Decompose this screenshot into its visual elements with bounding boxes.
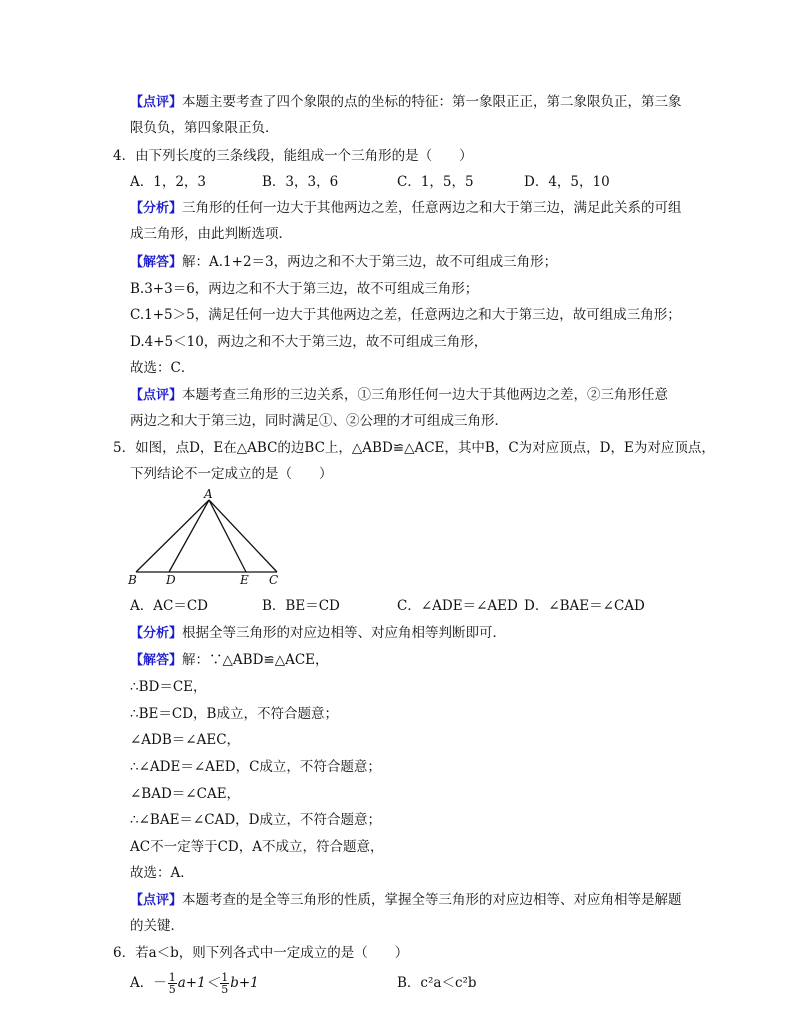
q5-answer-line-8: AC不一定等于CD，A不成立，符合题意， — [130, 839, 384, 855]
segment-ae — [209, 500, 246, 572]
q5-comment-line-1 — [130, 890, 682, 911]
analysis-text: 根据全等三角形的对应边相等、对应角相等判断即可． — [182, 625, 507, 641]
option-a-end: b+1 — [230, 975, 259, 991]
q4-comment-line-2: 两边之和大于第三边，同时满足①、②公理的才可组成三角形． — [130, 413, 508, 429]
question-6-stem: 6．若a＜b，则下列各式中一定成立的是（ ） — [113, 945, 409, 961]
q4-answer-line-3: C.1+5＞5，满足任何一边大于其他两边之差，任意两边之和大于第三边，故可组成三角形； — [130, 307, 681, 323]
fraction-one-fifth: $\frac{1}{5}$ — [221, 971, 229, 996]
answer-tag: 【解答】 — [130, 653, 183, 668]
q4-analysis-line-1 — [130, 198, 682, 219]
analysis-tag: 【分析】 — [130, 201, 183, 216]
comment-text: 本题主要考查了四个象限的点的坐标的特征：第一象限正正，第二象限负正，第三象 — [182, 94, 682, 110]
q5-analysis-line-1 — [130, 623, 506, 644]
analysis-text: 三角形的任何一边大于其他两边之差，任意两边之和大于第三边，满足此关系的可组 — [182, 200, 682, 216]
q5-answer-line-2: ∴BD＝CE， — [130, 679, 207, 695]
q6-option-b: B．c²a＜c²b — [397, 975, 477, 991]
option-a-middle: a+1＜ — [177, 975, 220, 991]
q4-answer-line-2: B.3+3＝6，两边之和不大于第三边，故不可组成三角形； — [130, 281, 479, 297]
comment-tag: 【点评】 — [130, 388, 183, 403]
comment-text: 本题考查的是全等三角形的性质，掌握全等三角形的对应边相等、对应角相等是解题 — [182, 892, 682, 908]
q4-option-c: C．1，5，5 — [397, 174, 474, 190]
analysis-tag: 【分析】 — [130, 626, 183, 641]
q5-answer-line-5: ∴∠ADE＝∠AED，C成立，不符合题意； — [130, 759, 381, 775]
fraction-one-fifth: $\frac{1}{5}$ — [168, 971, 176, 996]
label-c: C — [269, 573, 279, 586]
segment-ac — [209, 500, 277, 572]
question-4-stem: 4．由下列长度的三条线段，能组成一个三角形的是（ ） — [113, 148, 473, 164]
q5-option-d: D．∠BAE＝∠CAD — [524, 598, 645, 614]
q4-comment-line-1 — [130, 385, 668, 406]
answer-text: 解：A.1+2＝3，两边之和不大于第三边，故不可组成三角形； — [182, 254, 558, 270]
triangle-figure — [122, 486, 292, 586]
q4-analysis-line-2: 成三角形，由此判断选项． — [130, 226, 292, 242]
q4-option-a: A．1，2，3 — [130, 174, 207, 190]
question-5-stem-1: 5．如图，点D，E在△ABC的边BC上，△ABD≌△ACE，其中B，C为对应顶点，D，E为对应顶点， — [113, 440, 715, 456]
answer-tag: 【解答】 — [130, 255, 183, 270]
segment-ad — [169, 500, 209, 572]
answer-text: 解：∵△ABD≌△ACE， — [182, 652, 329, 668]
question-5-stem-2: 下列结论不一定成立的是（ ） — [130, 466, 333, 482]
comment-tag: 【点评】 — [130, 893, 183, 908]
label-a: A — [204, 487, 213, 501]
q5-answer-line-9: 故选：A． — [130, 865, 194, 881]
q5-answer-line-4: ∠ADB＝∠AEC， — [130, 732, 241, 748]
q5-comment-line-2: 的关键． — [130, 918, 184, 934]
q5-answer-line-6: ∠BAD＝∠CAE， — [130, 786, 241, 802]
q4-option-d: D．4，5，10 — [524, 174, 610, 190]
prev-comment-line-2: 限负负，第四象限正负． — [130, 120, 279, 136]
label-e: E — [240, 573, 249, 586]
q4-answer-line-1 — [130, 252, 557, 273]
comment-text: 本题考查三角形的三边关系，①三角形任何一边大于其他两边之差，②三角形任意 — [182, 387, 669, 403]
q5-option-c: C．∠ADE＝∠AED — [397, 598, 518, 614]
q5-answer-line-3: ∴BE＝CD，B成立，不符合题意； — [130, 706, 338, 722]
q6-option-a — [130, 970, 259, 996]
q4-answer-line-4: D.4+5＜10，两边之和不大于第三边，故不可组成三角形， — [130, 334, 488, 350]
q5-answer-line-1 — [130, 650, 329, 671]
q4-answer-line-5: 故选：C． — [130, 360, 195, 376]
label-d: D — [166, 573, 176, 586]
q5-answer-line-7: ∴∠BAE＝∠CAD，D成立，不符合题意； — [130, 812, 381, 828]
q4-option-b: B．3，3，6 — [262, 174, 339, 190]
q5-option-b: B．BE＝CD — [262, 598, 340, 614]
prev-comment-line-1 — [130, 92, 682, 113]
segment-ab — [136, 500, 209, 572]
comment-tag: 【点评】 — [130, 95, 183, 110]
label-b: B — [128, 573, 137, 586]
q5-option-a: A．AC＝CD — [130, 598, 208, 614]
option-a-prefix: A．－ — [130, 975, 167, 991]
